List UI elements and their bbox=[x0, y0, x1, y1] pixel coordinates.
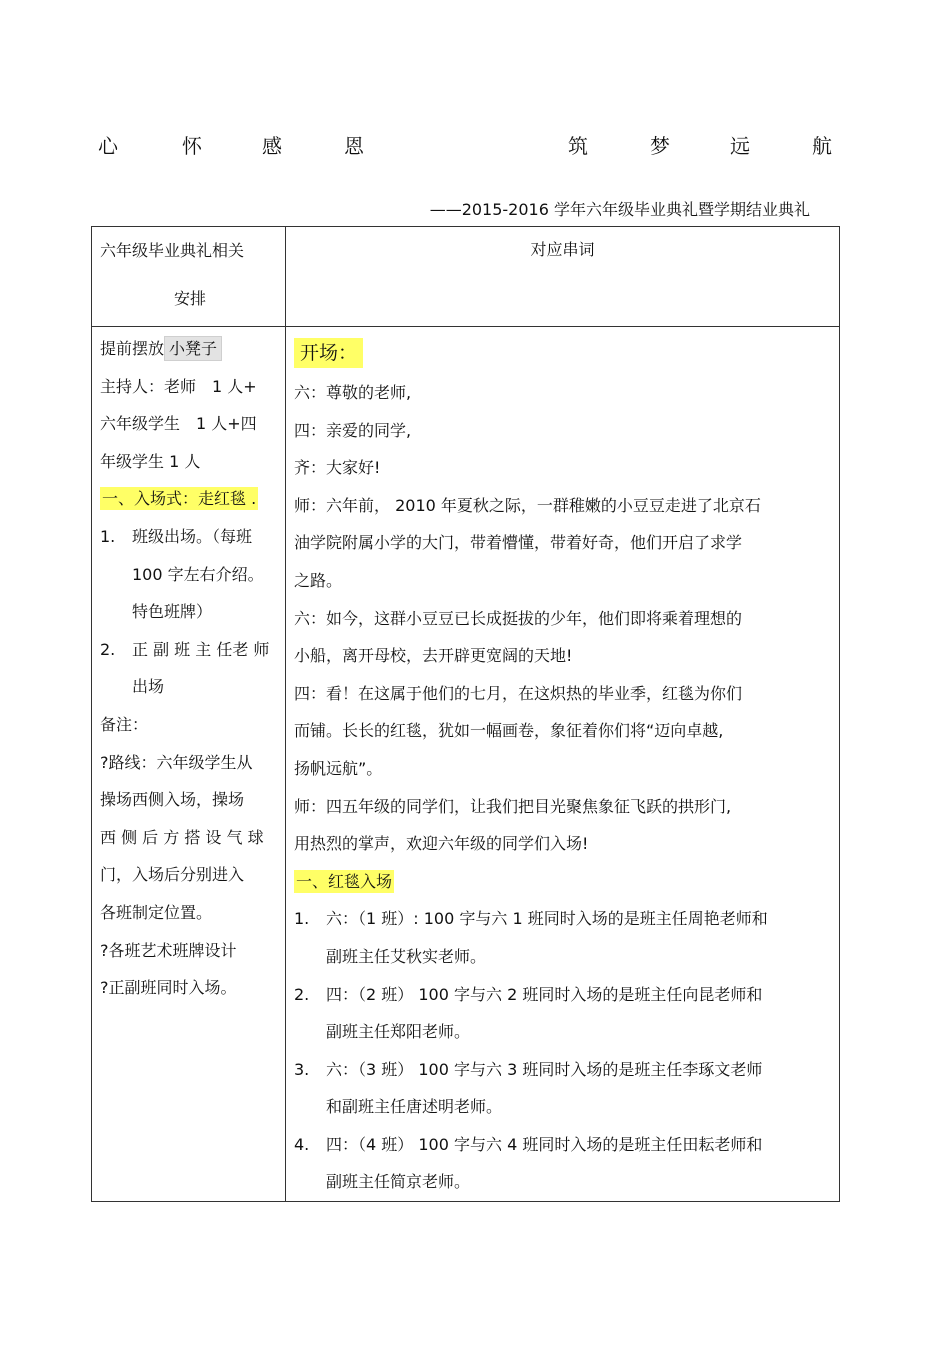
script-line: 四：亲爱的同学, bbox=[294, 420, 412, 440]
list-line: 四：（4 班） 100 字与六 4 班同时入场的是班主任田耘老师和 bbox=[326, 1134, 763, 1154]
note-line: 操场西侧入场，操场 bbox=[100, 790, 245, 810]
note-line: ?正副班同时入场。 bbox=[100, 978, 237, 998]
list-line: 六：（3 班） 100 字与六 3 班同时入场的是班主任李琢文老师 bbox=[326, 1059, 763, 1079]
header-right-cell bbox=[286, 227, 840, 327]
list-line: 正 副 班 主 任老 师 bbox=[132, 639, 270, 659]
list-line: 和副班主任唐述明老师。 bbox=[326, 1097, 503, 1117]
document-title bbox=[98, 130, 838, 160]
list-item bbox=[294, 1051, 833, 1126]
table-header-row bbox=[92, 227, 840, 327]
section-heading bbox=[100, 480, 279, 518]
note-line: ?各班艺术班牌设计 bbox=[100, 940, 237, 960]
script-line: 六：尊敬的老师, bbox=[294, 383, 412, 402]
title-char: 恩 bbox=[344, 134, 364, 158]
list-item bbox=[100, 518, 279, 631]
list-line: 四：（2 班） 100 字与六 2 班同时入场的是班主任向昆老师和 bbox=[326, 984, 763, 1004]
list-line: 副班主任艾秋实老师。 bbox=[326, 946, 487, 966]
list-line: 六：（1 班）: 100 字与六 1 班同时入场的是班主任周艳老师和 bbox=[326, 909, 768, 929]
section-heading bbox=[294, 863, 833, 901]
list-line: 出场 bbox=[132, 677, 165, 697]
title-char: 梦 bbox=[650, 134, 670, 158]
host-line: 主持人：老师 1 人+ bbox=[100, 376, 257, 396]
list-line: 副班主任简京老师。 bbox=[326, 1172, 471, 1192]
list-line: 特色班牌） bbox=[132, 602, 213, 622]
host-line: 年级学生 1 人 bbox=[100, 451, 201, 471]
prep-line bbox=[100, 330, 279, 368]
list-item bbox=[294, 976, 833, 1051]
table-body-row bbox=[92, 327, 840, 1202]
document-subtitle: ——2015-2016 学年六年级毕业典礼暨学期结业典礼 bbox=[429, 200, 810, 219]
title-char: 筑 bbox=[568, 134, 588, 158]
script-line: 而铺。长长的红毯，犹如一幅画卷，象征着你们将“迈向卓越, bbox=[294, 721, 724, 741]
header-left-cell bbox=[92, 227, 286, 327]
header-left-line1: 六年级毕业典礼相关 bbox=[100, 241, 245, 260]
list-item bbox=[294, 900, 833, 975]
note-line: 西 侧 后 方 搭 设 气 球 bbox=[100, 827, 264, 847]
title-char: 心 bbox=[98, 134, 118, 158]
opening-heading: 开场： bbox=[294, 338, 363, 368]
script-line: 六：如今，这群小豆豆已长成挺拔的少年，他们即将乘着理想的 bbox=[294, 608, 743, 628]
list-line: 100 字左右介绍。 bbox=[132, 564, 264, 584]
schedule-table bbox=[91, 226, 840, 1202]
script-line: 小船，离开母校，去开辟更宽阔的天地! bbox=[294, 646, 573, 666]
list-number: 2. bbox=[294, 984, 310, 1004]
list-number: 1. bbox=[100, 526, 116, 546]
script-line: 四：看！在这属于他们的七月，在这炽热的毕业季，红毯为你们 bbox=[294, 683, 743, 703]
script-line: 师：四五年级的同学们，让我们把目光聚焦象征飞跃的拱形门, bbox=[294, 796, 732, 816]
script-line: 扬帆远航”。 bbox=[294, 758, 383, 778]
script-line: 之路。 bbox=[294, 570, 343, 590]
header-left-line2: 安排 bbox=[174, 289, 207, 308]
note-label: 备注： bbox=[100, 714, 149, 734]
list-item bbox=[100, 631, 279, 706]
header-right-label: 对应串词 bbox=[530, 240, 595, 259]
section-heading-highlight: 一、入场式：走红毯 . bbox=[102, 489, 257, 509]
list-number: 1. bbox=[294, 909, 310, 929]
script-line: 齐：大家好! bbox=[294, 458, 381, 478]
section-heading-highlight: 一、红毯入场 bbox=[296, 871, 393, 891]
prep-item-highlight: 小凳子 bbox=[164, 336, 222, 361]
host-line: 六年级学生 1 人+四 bbox=[100, 414, 257, 434]
list-line: 班级出场。（每班 bbox=[132, 526, 253, 546]
script-cell bbox=[286, 327, 840, 1202]
arrangement-cell bbox=[92, 327, 286, 1202]
script-line: 师：六年前， 2010 年夏秋之际，一群稚嫩的小豆豆走进了北京石 bbox=[294, 495, 761, 515]
note-line: 各班制定位置。 bbox=[100, 902, 213, 922]
list-number: 4. bbox=[294, 1134, 310, 1154]
list-line: 副班主任郑阳老师。 bbox=[326, 1022, 471, 1042]
prep-text: 提前摆放 bbox=[100, 339, 165, 358]
title-char: 感 bbox=[262, 134, 282, 158]
list-item bbox=[294, 1126, 833, 1201]
title-char: 航 bbox=[812, 134, 832, 158]
title-char: 远 bbox=[730, 134, 750, 158]
title-char: 怀 bbox=[182, 134, 202, 158]
script-line: 用热烈的掌声，欢迎六年级的同学们入场! bbox=[294, 834, 589, 854]
script-line: 油学院附属小学的大门，带着懵懂，带着好奇，他们开启了求学 bbox=[294, 533, 743, 553]
note-line: ?路线：六年级学生从 bbox=[100, 752, 253, 772]
list-number: 2. bbox=[100, 639, 116, 659]
list-number: 3. bbox=[294, 1059, 310, 1079]
note-line: 门，入场后分别进入 bbox=[100, 865, 245, 885]
